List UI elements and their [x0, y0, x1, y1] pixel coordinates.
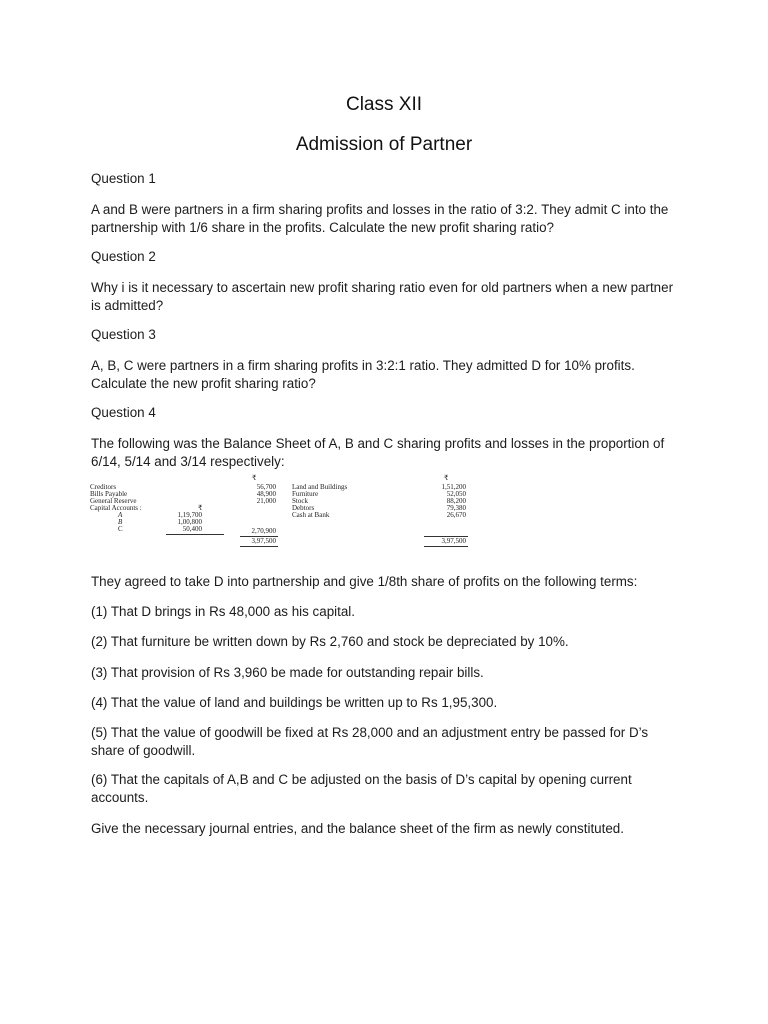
land-buildings-label: Land and Buildings: [292, 483, 348, 491]
capital-accounts-label: Capital Accounts :: [90, 504, 142, 512]
term-3: (3) That provision of Rs 3,960 be made for outstanding repair bills.: [91, 665, 484, 680]
question-3-text: A, B, C were partners in a firm sharing profits in 3:2:1 ratio. They admitted D for 10% profits. Calculate the new profit sharing ratio?: [91, 358, 635, 391]
term-1: (1) That D brings in Rs 48,000 as his capital.: [91, 604, 355, 619]
term-5: (5) That the value of goodwill be fixed at Rs 28,000 and an adjustment entry be passed for D’s share of goodwill.: [91, 725, 649, 758]
partner-c-capital: 50,400: [182, 525, 202, 533]
term-4: (4) That the value of land and buildings be written up to Rs 1,95,300.: [91, 695, 498, 710]
furniture-value: 52,050: [446, 490, 466, 498]
assets-total-rule-bottom: [424, 546, 468, 547]
terms-intro: They agreed to take D into partnership and give 1/8th share of profits on the following terms:: [91, 574, 638, 589]
question-4-label: Question 4: [91, 405, 156, 420]
general-reserve-label: General Reserve: [90, 497, 137, 505]
creditors-value: 56,700: [256, 483, 276, 491]
partner-b-label: B: [118, 518, 123, 526]
creditors-label: Creditors: [90, 483, 117, 491]
bills-payable-value: 48,900: [256, 490, 276, 498]
assets-currency-header: ₹: [444, 474, 449, 482]
question-1-label: Question 1: [91, 171, 156, 186]
stock-value: 88,200: [446, 497, 466, 505]
question-2-label: Question 2: [91, 249, 156, 264]
bills-payable-label: Bills Payable: [90, 490, 128, 498]
question-1-text: A and B were partners in a firm sharing profits and losses in the ratio of 3:2. They admit C into the partnership with 1/6 share in the profits. Calculate the new profit sharing ratio?: [91, 202, 669, 235]
general-reserve-value: 21,000: [256, 497, 276, 505]
capital-currency: ₹: [198, 504, 203, 512]
partner-a-capital: 1,19,700: [177, 511, 202, 519]
question-3-label: Question 3: [91, 327, 156, 342]
debtors-label: Debtors: [292, 504, 315, 512]
partner-a-label: A: [118, 511, 123, 519]
furniture-label: Furniture: [292, 490, 319, 498]
cash-at-bank-value: 26,670: [446, 511, 466, 519]
cash-at-bank-label: Cash at Bank: [292, 511, 330, 519]
term-6: (6) That the capitals of A,B and C be adjusted on the basis of D’s capital by opening current accounts.: [91, 772, 632, 805]
question-4-text: The following was the Balance Sheet of A, B and C sharing profits and losses in the proportion of 6/14, 5/14 and 3/14 respectively:: [91, 436, 665, 469]
closing-instruction: Give the necessary journal entries, and the balance sheet of the firm as newly constituted.: [91, 821, 624, 836]
land-buildings-value: 1,51,200: [441, 483, 466, 491]
capital-subtotal-rule: [166, 534, 224, 535]
partner-b-capital: 1,00,800: [177, 518, 202, 526]
liabilities-currency-header: ₹: [252, 474, 257, 482]
liabilities-total-rule-bottom: [240, 546, 278, 547]
class-title: Class XII: [345, 94, 423, 115]
liabilities-total: 3,97,500: [251, 537, 276, 545]
question-2-text: Why i is it necessary to ascertain new profit sharing ratio even for old partners when a new partner is admitted?: [91, 280, 674, 313]
balance-sheet-table: [90, 473, 470, 551]
topic-title: Admission of Partner: [295, 134, 473, 155]
term-2: (2) That furniture be written down by Rs 2,760 and stock be depreciated by 10%.: [91, 634, 569, 649]
assets-total: 3,97,500: [441, 537, 466, 545]
capital-total-value: 2,70,900: [251, 527, 276, 535]
partner-c-label: C: [118, 525, 123, 533]
debtors-value: 79,380: [446, 504, 466, 512]
stock-label: Stock: [292, 497, 308, 505]
